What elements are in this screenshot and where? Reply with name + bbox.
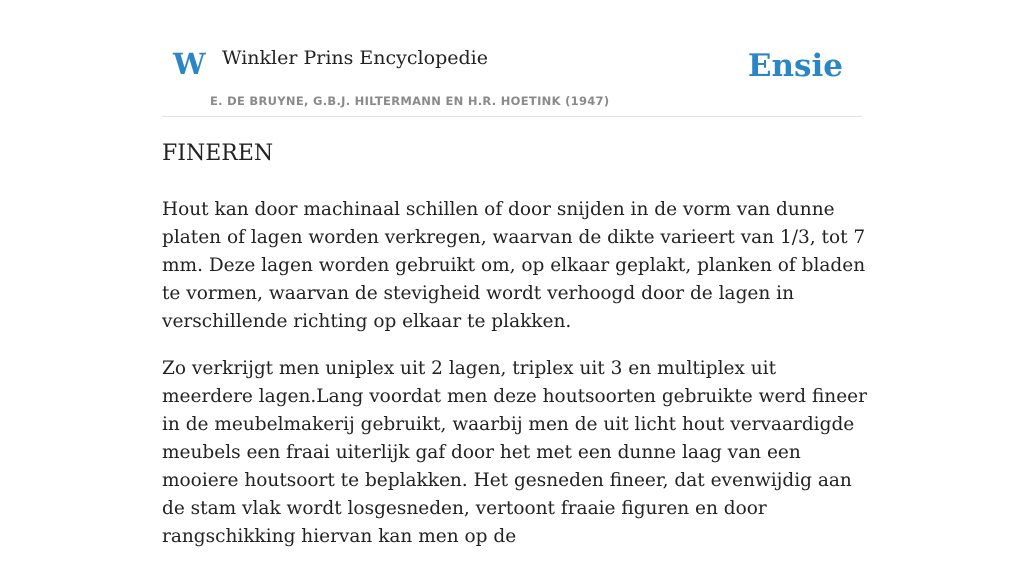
site-header bbox=[162, 0, 862, 117]
site-title[interactable]: Winkler Prins Encyclopedie bbox=[222, 47, 488, 69]
winkler-prins-logo[interactable]: W bbox=[173, 47, 206, 81]
ensie-logo[interactable]: Ensie bbox=[747, 48, 843, 84]
article bbox=[162, 138, 872, 570]
authors-line: E. DE BRUYNE, G.B.J. HILTERMANN EN H.R. HOETINK (1947) bbox=[210, 94, 610, 108]
article-title: FINEREN bbox=[162, 141, 274, 166]
article-paragraph: Zo verkrijgt men uniplex uit 2 lagen, triplex uit 3 en multiplex uit meerdere lagen.Lang voordat men deze houtsoorten gebruikte werd fineer in de meubelmakerij gebruikt, waarbij men de uit licht hout vervaardigde meubels een fraai uiterlijk gaf door het met een dunne laag van een mooiere houtsoort te beplakken. Het gesneden fineer, dat evenwijdig aan de stam vlak wordt losgesneden, vertoont fraaie figuren en door rangschikking hiervan kan men op de bbox=[162, 358, 867, 547]
article-paragraph: Hout kan door machinaal schillen of door snijden in de vorm van dunne platen of lagen worden verkregen, waarvan de dikte varieert van 1/3, tot 7 mm. Deze lagen worden gebruikt om, op elkaar geplakt, planken of bladen te vormen, waarvan de stevigheid wordt verhoogd door de lagen in verschillende richting op elkaar te plakken. bbox=[162, 199, 866, 332]
